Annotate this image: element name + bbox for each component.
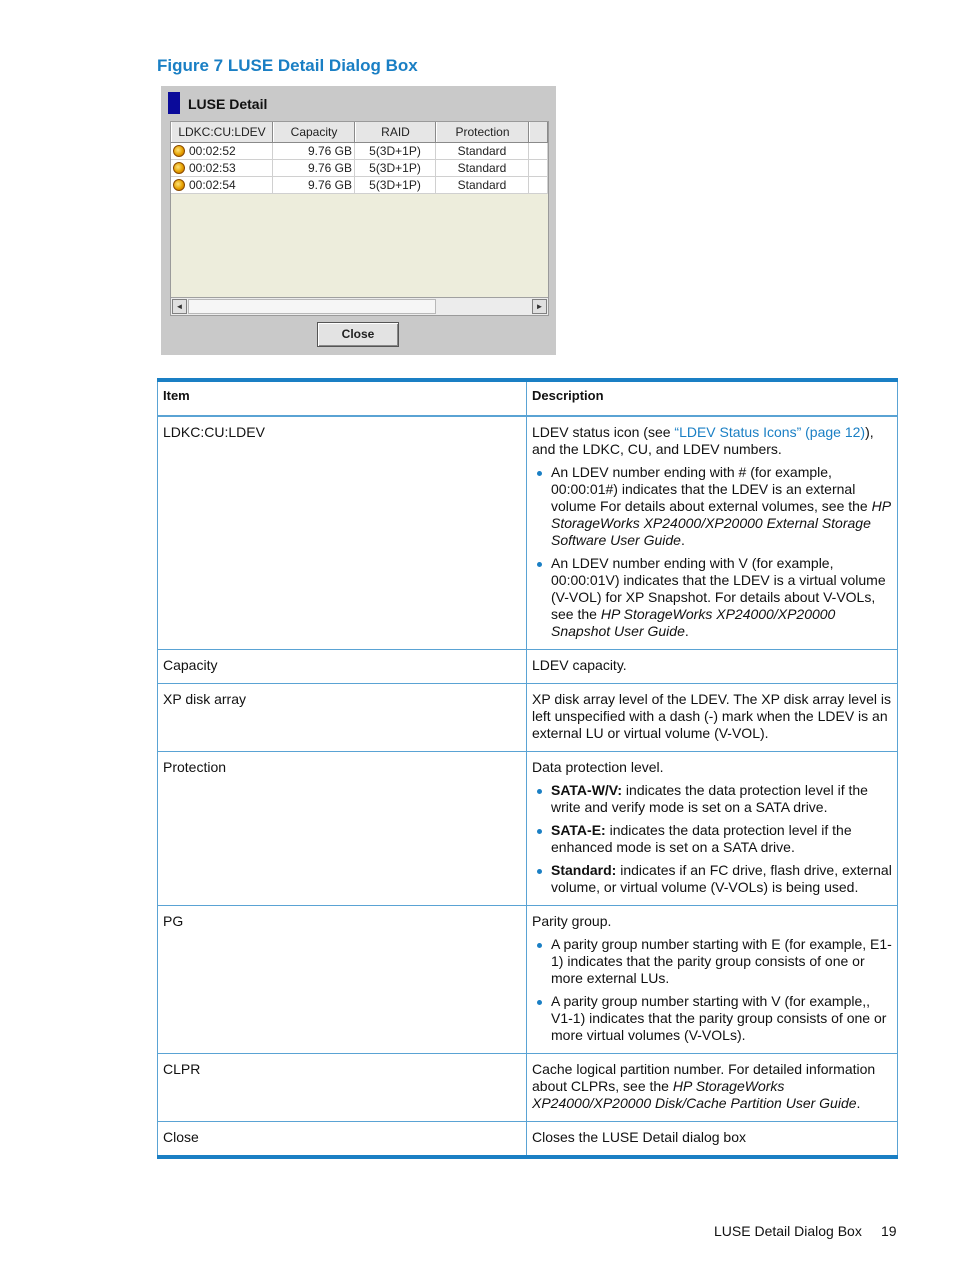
guide-title: HP StorageWorks XP24000/XP20000 Snapshot User Guide bbox=[551, 606, 836, 639]
list-row[interactable] bbox=[171, 177, 548, 194]
close-button[interactable]: Close bbox=[317, 322, 399, 347]
bullet-list bbox=[532, 464, 892, 640]
list-item bbox=[551, 822, 892, 856]
description-cell bbox=[527, 906, 898, 1054]
table-row bbox=[158, 684, 898, 752]
page-number: 19 bbox=[881, 1223, 897, 1239]
capacity-cell: 9.76 GB bbox=[273, 177, 355, 193]
description-text: Data protection level. bbox=[532, 759, 664, 775]
ldev-status-icon bbox=[173, 162, 185, 174]
bullet-term: SATA-W/V: bbox=[551, 782, 623, 798]
bullet-text: indicates if an FC drive, flash drive, external volume, or virtual volume (V-VOLs) is being used. bbox=[551, 862, 892, 895]
luse-list[interactable] bbox=[170, 121, 549, 316]
dialog-title-marker bbox=[168, 92, 180, 114]
scroll-right-arrow-icon[interactable]: ► bbox=[532, 299, 547, 314]
list-item bbox=[551, 555, 892, 640]
table-row bbox=[158, 416, 898, 650]
protection-cell: Standard bbox=[436, 143, 529, 159]
description-cell: LDEV capacity. bbox=[527, 650, 898, 684]
bullet-text-end: . bbox=[680, 532, 685, 548]
list-row[interactable] bbox=[171, 160, 548, 177]
capacity-cell: 9.76 GB bbox=[273, 143, 355, 159]
item-cell: Close bbox=[158, 1122, 527, 1158]
bullet-text: An LDEV number ending with V (for example, 00:00:01V) indicates that the LDEV is a virtual volume (V-VOL) for XP Snapshot. For details about V-VOLs, see the bbox=[551, 555, 886, 622]
ldev-number: 00:02:54 bbox=[189, 178, 236, 192]
header-description: Description bbox=[527, 380, 898, 416]
filler-cell bbox=[529, 160, 548, 176]
item-cell: PG bbox=[158, 906, 527, 1054]
dialog-title: LUSE Detail bbox=[188, 96, 268, 112]
guide-title: HP StorageWorks XP24000/XP20000 Disk/Cache Partition User Guide bbox=[532, 1078, 857, 1111]
list-item bbox=[551, 862, 892, 896]
luse-detail-dialog bbox=[161, 86, 556, 355]
column-header-filler bbox=[529, 122, 548, 142]
item-cell: LDKC:CU:LDEV bbox=[158, 416, 527, 650]
raid-cell: 5(3D+1P) bbox=[355, 160, 436, 176]
desc-text-part: LDEV status icon (see bbox=[532, 424, 675, 440]
filler-cell bbox=[529, 177, 548, 193]
table-row bbox=[158, 650, 898, 684]
header-item: Item bbox=[158, 380, 527, 416]
table-row bbox=[158, 1122, 898, 1158]
description-text bbox=[532, 1061, 892, 1112]
desc-text-part: . bbox=[856, 1095, 861, 1111]
footer-section-title: LUSE Detail Dialog Box bbox=[714, 1223, 862, 1239]
item-cell: Capacity bbox=[158, 650, 527, 684]
scrollbar-thumb[interactable] bbox=[188, 299, 436, 314]
bullet-text-end: . bbox=[684, 623, 689, 639]
table-row bbox=[158, 906, 898, 1054]
raid-cell: 5(3D+1P) bbox=[355, 143, 436, 159]
item-cell: Protection bbox=[158, 752, 527, 906]
bullet-text: indicates the data protection level if the write and verify mode is set on a SATA drive. bbox=[551, 782, 868, 815]
horizontal-scrollbar[interactable] bbox=[171, 297, 548, 315]
description-cell: XP disk array level of the LDEV. The XP disk array level is left unspecified with a dash (-) mark when the LDEV is an external LU or virtual volume (V-VOL). bbox=[527, 684, 898, 752]
description-cell bbox=[527, 416, 898, 650]
bullet-text: An LDEV number ending with # (for example, 00:00:01#) indicates that the LDEV is an external volume For details about external volumes, see the bbox=[551, 464, 872, 514]
ldev-cell bbox=[171, 143, 273, 159]
column-header-capacity[interactable]: Capacity bbox=[273, 122, 355, 142]
table-header-row bbox=[158, 380, 898, 416]
ldev-status-icon bbox=[173, 145, 185, 157]
list-item: A parity group number starting with E (for example, E1-1) indicates that the parity group consists of one or more external LUs. bbox=[551, 936, 892, 986]
list-item: A parity group number starting with V (for example,, V1-1) indicates that the parity group consists of one or more virtual volumes (V-VOLs). bbox=[551, 993, 892, 1044]
ldev-number: 00:02:53 bbox=[189, 161, 236, 175]
bullet-text: indicates the data protection level if the enhanced mode is set on a SATA drive. bbox=[551, 822, 852, 855]
bullet-list bbox=[532, 936, 892, 1044]
guide-title: HP StorageWorks XP24000/XP20000 External Storage Software User Guide bbox=[551, 498, 891, 548]
item-cell: CLPR bbox=[158, 1054, 527, 1122]
ldev-cell bbox=[171, 160, 273, 176]
column-header-protection[interactable]: Protection bbox=[436, 122, 529, 142]
list-item bbox=[551, 782, 892, 816]
ldev-status-icons-link[interactable]: “LDEV Status Icons” (page 12) bbox=[674, 424, 866, 440]
ldev-cell bbox=[171, 177, 273, 193]
description-cell bbox=[527, 1054, 898, 1122]
table-row bbox=[158, 1054, 898, 1122]
protection-cell: Standard bbox=[436, 177, 529, 193]
bullet-term: SATA-E: bbox=[551, 822, 606, 838]
description-text: Parity group. bbox=[532, 913, 612, 929]
desc-text-part: Cache logical partition number. For detailed information about CLPRs, see the bbox=[532, 1061, 876, 1094]
bullet-term: Standard: bbox=[551, 862, 617, 878]
figure-title: Figure 7 LUSE Detail Dialog Box bbox=[157, 56, 418, 75]
description-cell bbox=[527, 752, 898, 906]
ldev-number: 00:02:52 bbox=[189, 144, 236, 158]
capacity-cell: 9.76 GB bbox=[273, 160, 355, 176]
column-header-raid[interactable]: RAID bbox=[355, 122, 436, 142]
bullet-list bbox=[532, 782, 892, 896]
item-cell: XP disk array bbox=[158, 684, 527, 752]
protection-cell: Standard bbox=[436, 160, 529, 176]
ldev-status-icon bbox=[173, 179, 185, 191]
description-text bbox=[532, 424, 892, 458]
description-cell: Closes the LUSE Detail dialog box bbox=[527, 1122, 898, 1158]
description-table bbox=[157, 378, 898, 1159]
filler-cell bbox=[529, 143, 548, 159]
column-header-ldev[interactable]: LDKC:CU:LDEV bbox=[171, 122, 273, 142]
table-row bbox=[158, 752, 898, 906]
desc-text-part: ), and the LDKC, CU, and LDEV numbers. bbox=[532, 424, 874, 457]
scroll-left-arrow-icon[interactable]: ◄ bbox=[172, 299, 187, 314]
list-row[interactable] bbox=[171, 143, 548, 160]
list-header bbox=[171, 122, 548, 143]
list-item bbox=[551, 464, 892, 549]
raid-cell: 5(3D+1P) bbox=[355, 177, 436, 193]
